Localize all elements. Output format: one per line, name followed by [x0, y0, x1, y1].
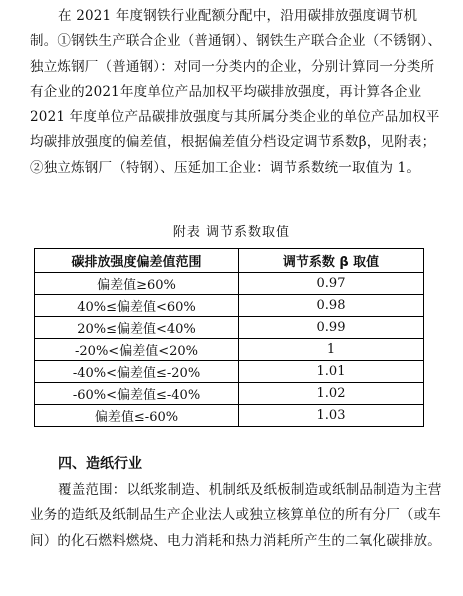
table-header-row [35, 249, 424, 273]
coefficient-cell: 0.99 [239, 317, 424, 339]
table-row [35, 317, 424, 339]
table-row [35, 295, 424, 317]
section-heading: 四、造纸行业 [58, 456, 142, 472]
deviation-range-cell: 20%≤偏差值<40% [35, 317, 239, 339]
coefficient-cell: 1 [239, 339, 424, 361]
deviation-range-cell: 偏差值≤-60% [35, 405, 239, 427]
coefficient-cell: 1.03 [239, 405, 424, 427]
table-row [35, 339, 424, 361]
coverage-paragraph: 覆盖范围：以纸浆制造、机制纸及纸板制造或纸制品制造为主营业务的造纸及纸制品生产企业法人或独立核算单位的所有分厂（或车间）的化石燃料燃烧、电力消耗和热力消耗所产生的二氧化碳排放。 [30, 482, 442, 549]
intro-paragraph: 在 2021 年度钢铁行业配额分配中，沿用碳排放强度调节机制。①钢铁生产联合企业（普通钢）、钢铁生产联合企业（不锈钢）、独立炼钢厂（普通钢）：对同一分类内的企业，分别计算同一分类所有企业的2021年度单位产品加权平均碳排放强度，再计算各企业 2021 年度单位产品碳排放强度与其所属分类企业的单位产品加权平均碳排放强度的偏差值，根据偏差值分档设定调节系数β，见附表；②独立炼钢厂（特钢）、压延加工企业：调节系数统一取值为 1。 [30, 8, 442, 176]
deviation-range-cell: 40%≤偏差值<60% [35, 295, 239, 317]
coefficient-cell: 1.02 [239, 383, 424, 405]
coefficient-cell: 0.97 [239, 273, 424, 295]
table-row [35, 273, 424, 295]
deviation-range-cell: -20%<偏差值<20% [35, 339, 239, 361]
table-row [35, 383, 424, 405]
column-header-deviation-range: 碳排放强度偏差值范围 [35, 249, 239, 273]
table-row [35, 361, 424, 383]
coefficient-cell: 0.98 [239, 295, 424, 317]
table-row [35, 405, 424, 427]
table-caption: 附表 调节系数取值 [172, 225, 291, 240]
deviation-range-cell: -60%<偏差值≤-40% [35, 383, 239, 405]
coefficient-cell: 1.01 [239, 361, 424, 383]
deviation-range-cell: -40%<偏差值≤-20% [35, 361, 239, 383]
column-header-coefficient: 调节系数 β 取值 [239, 249, 424, 273]
deviation-range-cell: 偏差值≥60% [35, 273, 239, 295]
adjustment-coefficient-table [34, 248, 424, 427]
